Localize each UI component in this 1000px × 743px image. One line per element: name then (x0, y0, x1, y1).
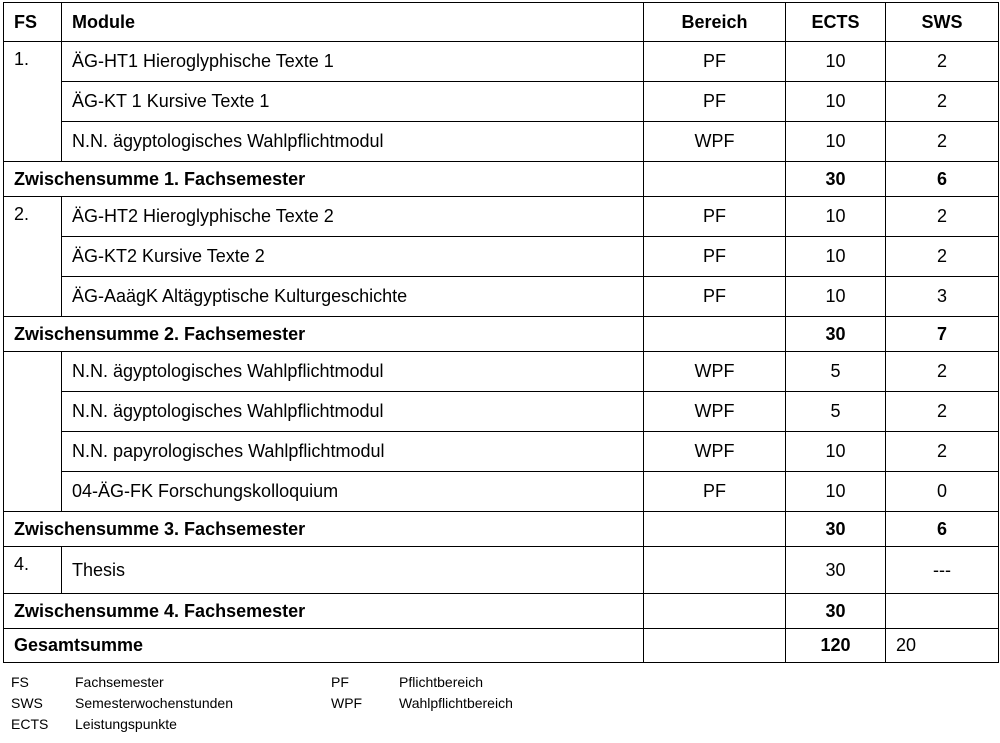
module-sws: 2 (886, 432, 999, 472)
header-sws: SWS (886, 3, 999, 42)
module-sws: 2 (886, 122, 999, 162)
header-bereich: Bereich (644, 3, 786, 42)
table-row (4, 277, 999, 317)
subtotal-sws: 6 (886, 162, 999, 197)
module-ects: 10 (786, 122, 886, 162)
module-bereich: WPF (644, 392, 786, 432)
legend-desc: Leistungspunkte (75, 716, 177, 732)
table-row (4, 237, 999, 277)
legend-abbr: SWS (11, 695, 43, 711)
module-bereich: PF (644, 237, 786, 277)
subtotal-sws: 6 (886, 512, 999, 547)
subtotal-bereich (644, 162, 786, 197)
subtotal-ects: 30 (786, 594, 886, 629)
module-ects: 10 (786, 237, 886, 277)
module-bereich: PF (644, 82, 786, 122)
module-name: 04-ÄG-FK Forschungskolloquium (62, 472, 644, 512)
module-name: ÄG-KT 1 Kursive Texte 1 (62, 82, 644, 122)
table-header-row (4, 3, 999, 42)
subtotal-ects: 30 (786, 162, 886, 197)
module-ects: 10 (786, 82, 886, 122)
module-name: N.N. ägyptologisches Wahlpflichtmodul (62, 352, 644, 392)
subtotal-label: Zwischensumme 3. Fachsemester (4, 512, 644, 547)
header-module: Module (62, 3, 644, 42)
header-fs: FS (4, 3, 62, 42)
table-row (4, 352, 999, 392)
subtotal-row (4, 512, 999, 547)
study-plan-table (3, 2, 999, 663)
module-sws: 2 (886, 82, 999, 122)
subtotal-ects: 30 (786, 317, 886, 352)
module-bereich: WPF (644, 432, 786, 472)
legend-abbr: ECTS (11, 716, 49, 732)
module-bereich: PF (644, 472, 786, 512)
subtotal-label: Zwischensumme 4. Fachsemester (4, 594, 644, 629)
legend-abbr: FS (11, 674, 29, 690)
header-ects: ECTS (786, 3, 886, 42)
total-label: Gesamtsumme (4, 629, 644, 663)
module-ects: 30 (786, 547, 886, 594)
module-bereich: WPF (644, 352, 786, 392)
module-name: ÄG-AaägK Altägyptische Kulturgeschichte (62, 277, 644, 317)
subtotal-row (4, 317, 999, 352)
table-row (4, 82, 999, 122)
module-bereich (644, 547, 786, 594)
module-name: Thesis (62, 547, 644, 594)
total-bereich (644, 629, 786, 663)
subtotal-bereich (644, 317, 786, 352)
table-row (4, 472, 999, 512)
module-sws: 0 (886, 472, 999, 512)
table-row (4, 432, 999, 472)
module-sws: 2 (886, 392, 999, 432)
subtotal-sws: 7 (886, 317, 999, 352)
module-sws: 2 (886, 237, 999, 277)
total-row (4, 629, 999, 663)
module-ects: 5 (786, 392, 886, 432)
subtotal-sws (886, 594, 999, 629)
table-row (4, 42, 999, 82)
subtotal-row (4, 594, 999, 629)
module-name: ÄG-HT1 Hieroglyphische Texte 1 (62, 42, 644, 82)
module-name: ÄG-HT2 Hieroglyphische Texte 2 (62, 197, 644, 237)
semester-number: 2. (4, 197, 62, 317)
module-name: N.N. ägyptologisches Wahlpflichtmodul (62, 122, 644, 162)
module-sws: 3 (886, 277, 999, 317)
module-sws: 2 (886, 197, 999, 237)
subtotal-label: Zwischensumme 1. Fachsemester (4, 162, 644, 197)
module-name: N.N. papyrologisches Wahlpflichtmodul (62, 432, 644, 472)
table-row (4, 122, 999, 162)
module-sws: --- (886, 547, 999, 594)
table-row (4, 547, 999, 594)
subtotal-label: Zwischensumme 2. Fachsemester (4, 317, 644, 352)
total-sws: 20 (886, 629, 999, 663)
legend-desc: Wahlpflichtbereich (399, 695, 513, 711)
legend-desc: Semesterwochenstunden (75, 695, 233, 711)
module-ects: 10 (786, 277, 886, 317)
legend-desc: Fachsemester (75, 674, 164, 690)
module-name: ÄG-KT2 Kursive Texte 2 (62, 237, 644, 277)
module-name: N.N. ägyptologisches Wahlpflichtmodul (62, 392, 644, 432)
legend-desc: Pflichtbereich (399, 674, 484, 690)
semester-number (4, 352, 62, 512)
total-ects: 120 (786, 629, 886, 663)
subtotal-bereich (644, 512, 786, 547)
semester-number: 4. (4, 547, 62, 594)
module-ects: 10 (786, 42, 886, 82)
module-ects: 5 (786, 352, 886, 392)
subtotal-ects: 30 (786, 512, 886, 547)
legend-abbr: PF (331, 674, 349, 690)
module-sws: 2 (886, 42, 999, 82)
semester-number: 1. (4, 42, 62, 162)
module-ects: 10 (786, 432, 886, 472)
module-sws: 2 (886, 352, 999, 392)
module-bereich: PF (644, 197, 786, 237)
legend-abbr: WPF (331, 695, 363, 711)
table-row (4, 197, 999, 237)
table-row (4, 392, 999, 432)
module-bereich: PF (644, 42, 786, 82)
subtotal-row (4, 162, 999, 197)
module-ects: 10 (786, 197, 886, 237)
module-bereich: PF (644, 277, 786, 317)
module-ects: 10 (786, 472, 886, 512)
subtotal-bereich (644, 594, 786, 629)
module-bereich: WPF (644, 122, 786, 162)
